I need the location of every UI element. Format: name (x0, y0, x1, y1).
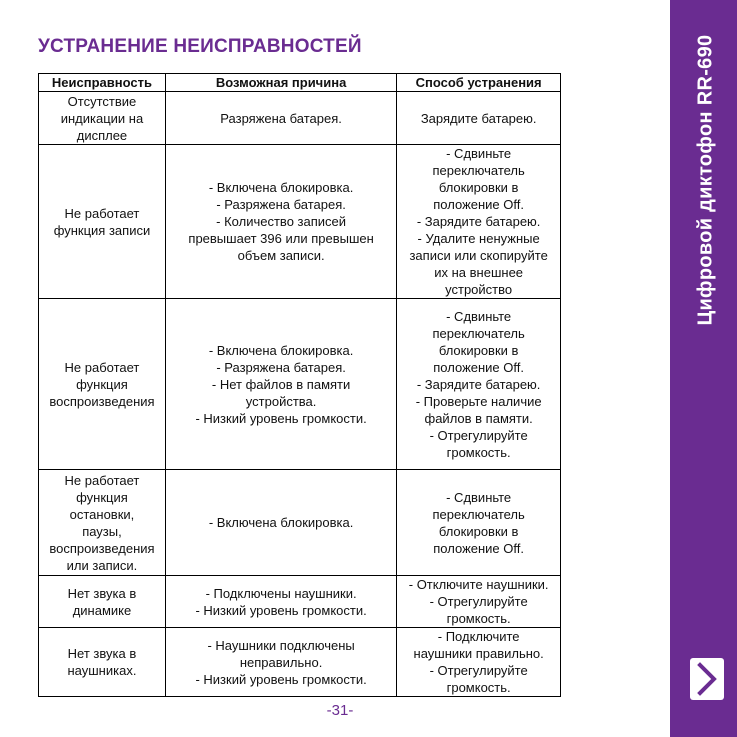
page-title: УСТРАНЕНИЕ НЕИСПРАВНОСТЕЙ (38, 36, 362, 57)
cause-line: - Низкий уровень громкости. (195, 410, 367, 426)
table-header-row (39, 74, 561, 92)
fix-line: - Отрегулируйте (429, 427, 528, 443)
fix-line: переключатель (432, 163, 525, 178)
column-header-fix: Способ устранения (397, 74, 561, 92)
cell-fix (397, 470, 561, 576)
fix-line: - Отрегулируйте (429, 663, 528, 678)
problem-line: функция (76, 376, 128, 392)
cell-problem (39, 145, 166, 299)
fix-line: Зарядите батарею. (420, 110, 537, 126)
fix-line: - Отключите наушники. (408, 577, 549, 592)
cell-cause (165, 145, 396, 299)
page-number: -31- (326, 702, 354, 719)
cause-line: - Включена блокировка. (208, 342, 354, 358)
problem-line: Отсутствие (67, 93, 137, 109)
column-header-cause: Возможная причина (165, 74, 396, 92)
cause-line: неправильно. (239, 654, 323, 670)
cause-line: - Низкий уровень громкости. (195, 671, 367, 687)
next-page-button[interactable] (690, 658, 724, 700)
cell-problem (39, 576, 166, 628)
fix-line: - Удалите ненужные (417, 231, 540, 246)
fix-line: файлов в памяти. (424, 410, 533, 426)
fix-line: - Сдвиньте (446, 308, 512, 324)
cause-line: - Подключены наушники. (205, 585, 357, 601)
fix-line: - Подключите (437, 629, 520, 644)
cell-cause (165, 92, 396, 145)
cell-fix (397, 576, 561, 628)
cell-problem (39, 628, 166, 697)
problem-line: функция записи (53, 222, 151, 238)
side-label: Цифровой диктофон RR-690 (694, 34, 717, 326)
fix-line: положение Off. (433, 197, 524, 212)
cell-cause (165, 576, 396, 628)
fix-line: - Проверьте наличие (415, 393, 542, 409)
table-row (39, 145, 561, 299)
cell-fix (397, 145, 561, 299)
table-row (39, 299, 561, 470)
cell-problem (39, 299, 166, 470)
fix-line: громкость. (446, 611, 511, 626)
cause-line: устройства. (245, 393, 317, 409)
fix-line: громкость. (446, 680, 511, 695)
problem-line: паузы, (82, 523, 122, 539)
problem-line: Нет звука в (67, 585, 137, 601)
problem-line: Не работает (64, 205, 140, 221)
fix-line: - Зарядите батарею. (416, 214, 541, 229)
fix-line: наушники правильно. (413, 646, 544, 661)
fix-line: блокировки в (438, 342, 519, 358)
cause-line: - Разряжена батарея. (216, 197, 346, 212)
problem-line: динамике (72, 602, 132, 618)
cause-line: - Разряжена батарея. (216, 359, 346, 375)
fix-line: положение Off. (433, 540, 524, 556)
problem-line: Нет звука в (67, 646, 137, 661)
fix-line: блокировки в (438, 180, 519, 195)
chevron-right-icon (690, 658, 724, 700)
fix-line: громкость. (446, 444, 511, 460)
cause-line: - Низкий уровень громкости. (195, 602, 367, 618)
problem-line: Не работает (64, 359, 140, 375)
cause-line: - Включена блокировка. (208, 515, 354, 530)
troubleshooting-table (38, 73, 561, 697)
table-row (39, 470, 561, 576)
fix-line: блокировки в (438, 523, 519, 539)
cell-cause (165, 470, 396, 576)
fix-line: переключатель (432, 325, 525, 341)
cause-line: Разряжена батарея. (220, 110, 342, 126)
column-header-problem: Неисправность (39, 74, 166, 92)
cause-line: объем записи. (237, 248, 325, 263)
problem-line: или записи. (66, 557, 138, 573)
problem-line: Не работает (64, 472, 140, 488)
cause-line: - Нет файлов в памяти (211, 376, 351, 392)
cause-line: - Количество записей (216, 214, 347, 229)
fix-line: - Сдвиньте (446, 146, 512, 161)
fix-line: переключатель (432, 506, 525, 522)
problem-line: наушниках. (67, 663, 137, 678)
fix-line: - Сдвиньте (446, 489, 512, 505)
fix-line: положение Off. (433, 359, 524, 375)
cell-cause (165, 628, 396, 697)
cell-fix (397, 92, 561, 145)
cause-line: - Наушники подключены (207, 637, 355, 653)
cause-line: - Включена блокировка. (208, 180, 354, 195)
cell-fix (397, 299, 561, 470)
cell-problem (39, 470, 166, 576)
table-row (39, 628, 561, 697)
cell-cause (165, 299, 396, 470)
problem-line: индикации на (60, 110, 144, 126)
problem-line: воспроизведения (49, 393, 155, 409)
fix-line: - Отрегулируйте (429, 594, 528, 609)
fix-line: - Зарядите батарею. (416, 376, 541, 392)
table-row (39, 576, 561, 628)
problem-line: дисплее (76, 127, 128, 143)
cause-line: превышает 396 или превышен (188, 231, 374, 246)
problem-line: воспроизведения (49, 540, 155, 556)
problem-line: остановки, (69, 506, 135, 522)
cell-problem (39, 92, 166, 145)
fix-line: записи или скопируйте (409, 248, 548, 263)
fix-line: устройство (445, 282, 513, 297)
cell-fix (397, 628, 561, 697)
fix-line: их на внешнее (434, 265, 524, 280)
table-row (39, 92, 561, 145)
problem-line: функция (76, 489, 128, 505)
